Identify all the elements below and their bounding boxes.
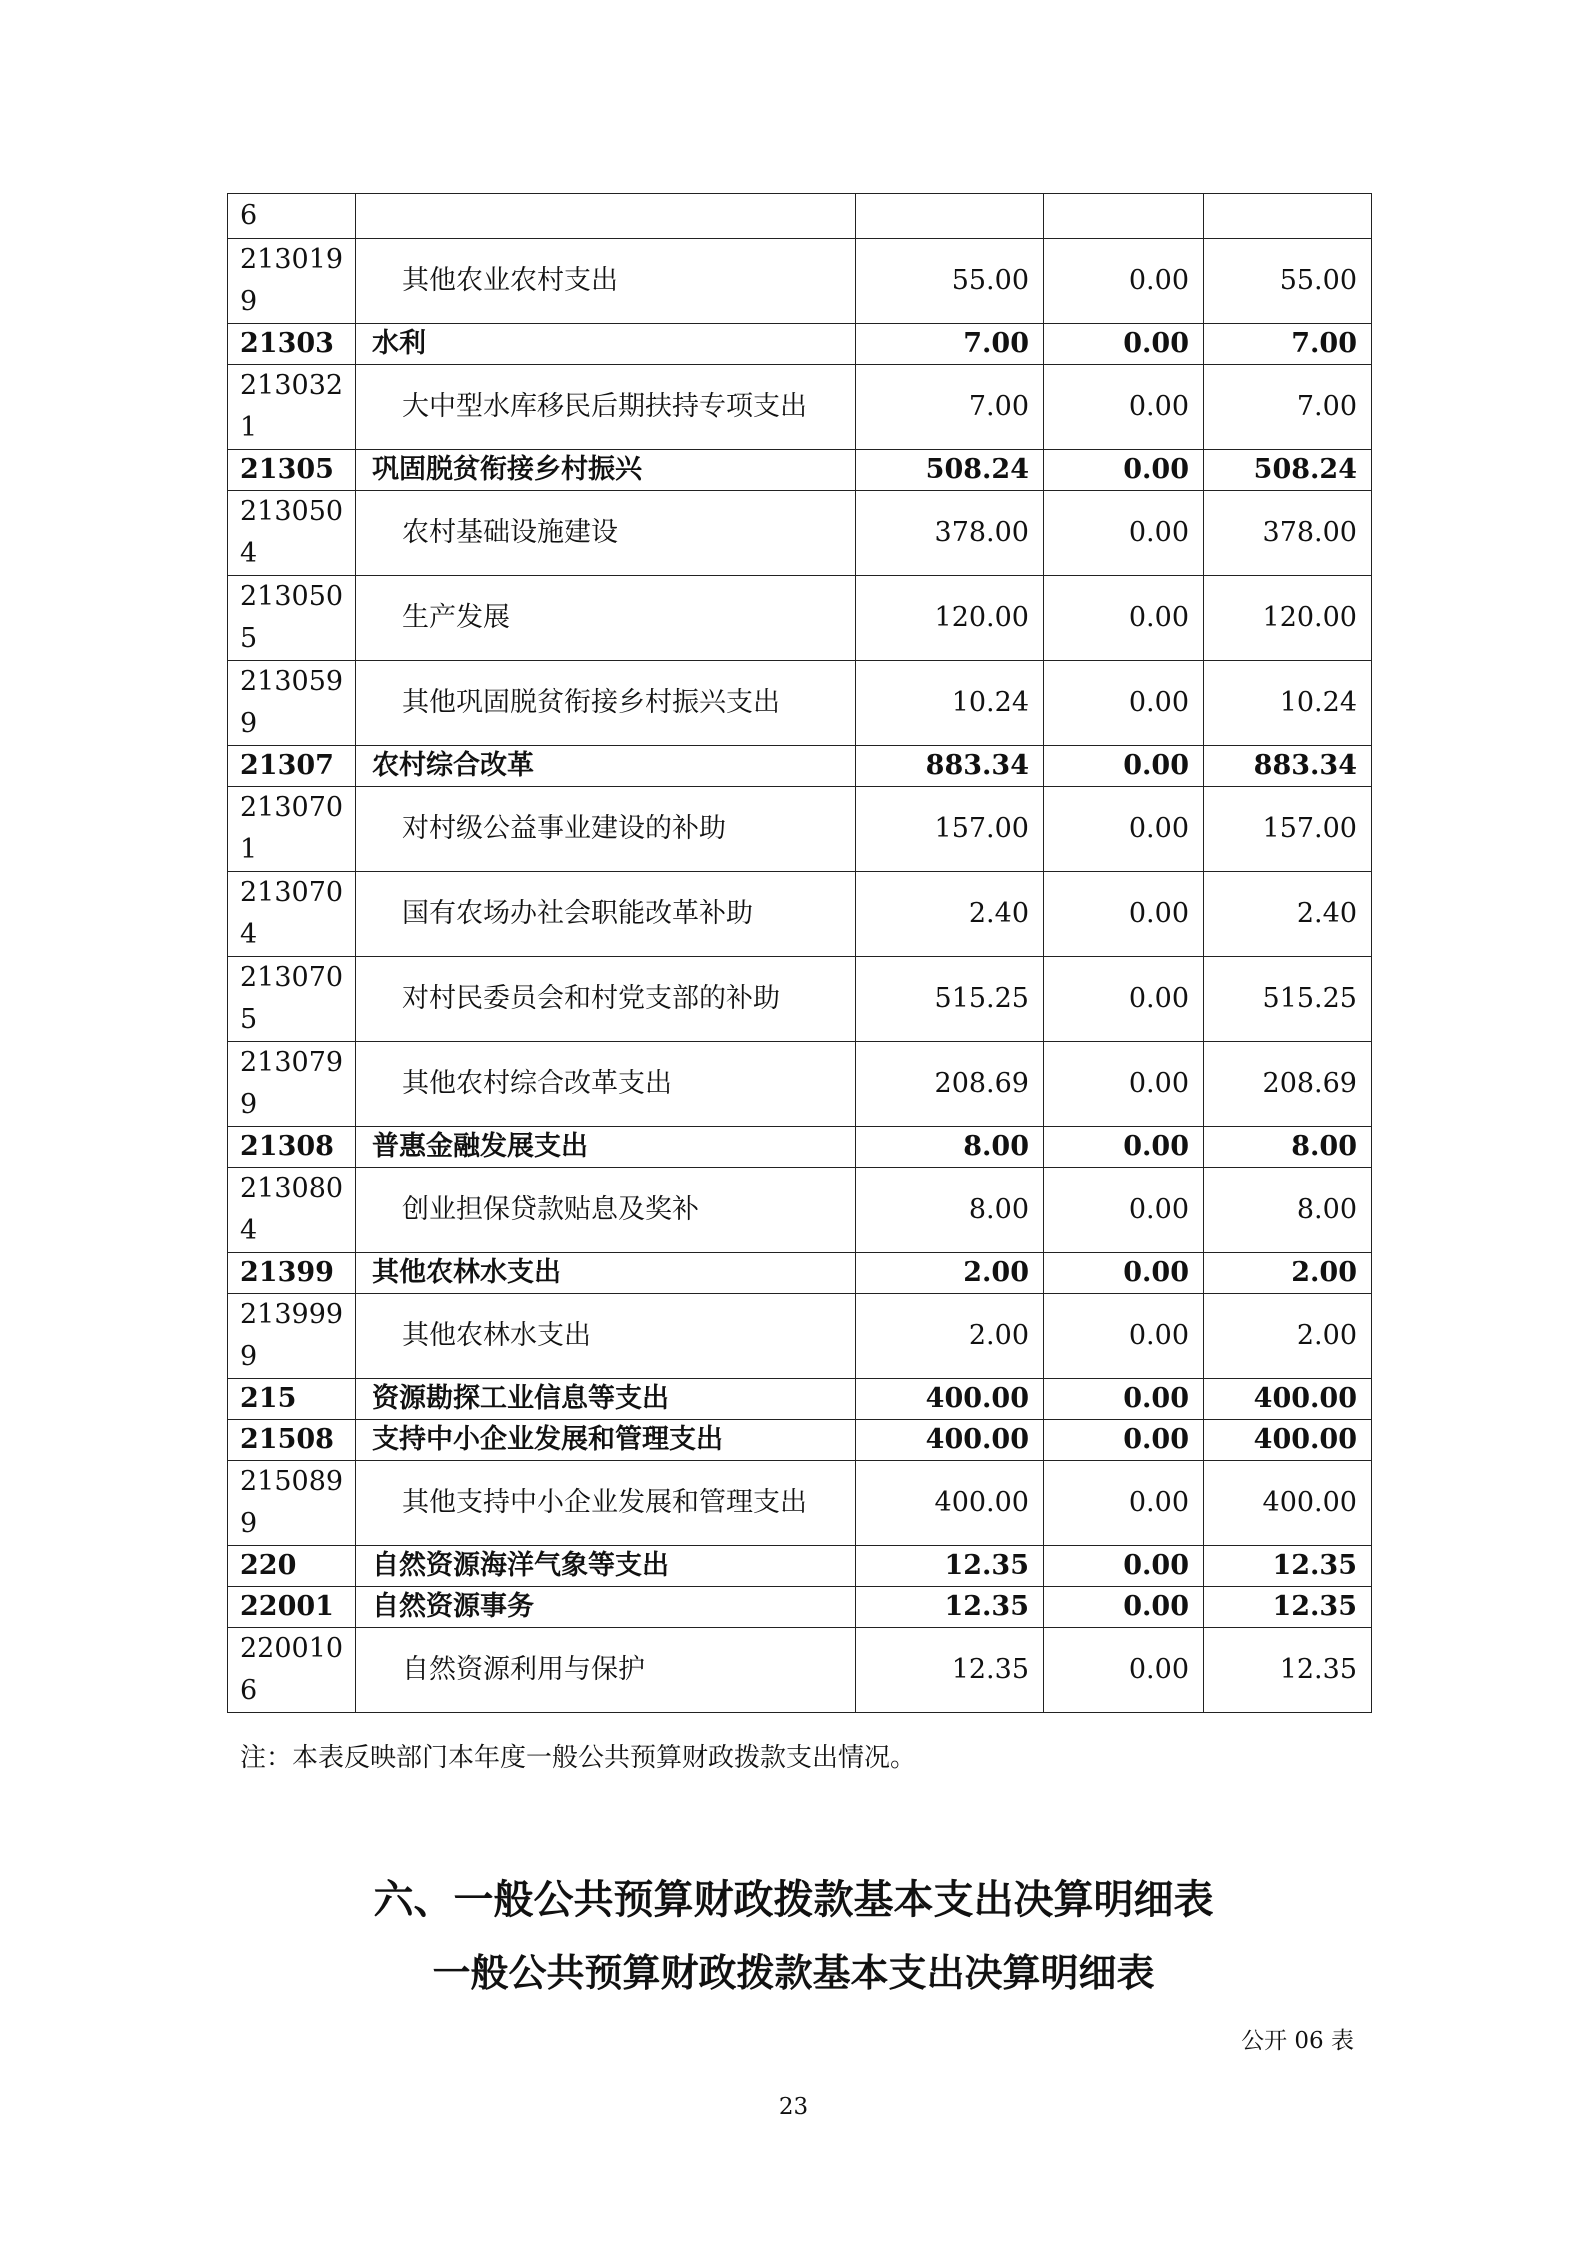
table-row [228,957,1372,1042]
row-name-cell: 其他农村综合改革支出 [356,1042,856,1127]
row-amount-project-cell: 2.00 [1204,1253,1372,1294]
row-amount-project-cell [1204,194,1372,239]
row-amount-project-cell: 12.35 [1204,1587,1372,1628]
row-code-cell: 213050 4 [228,491,356,576]
row-amount-project-cell: 400.00 [1204,1420,1372,1461]
row-amount-basic-cell: 0.00 [1044,1546,1204,1587]
row-code-cell: 213059 9 [228,661,356,746]
row-name-cell: 支持中小企业发展和管理支出 [356,1420,856,1461]
row-amount-basic-cell: 0.00 [1044,1379,1204,1420]
row-amount-total-cell: 7.00 [856,324,1044,365]
row-name-cell: 创业担保贷款贴息及奖补 [356,1168,856,1253]
row-name-cell: 资源勘探工业信息等支出 [356,1379,856,1420]
table-title: 一般公共预算财政拨款基本支出决算明细表 [432,1951,1155,1995]
row-amount-total-cell: 515.25 [856,957,1044,1042]
row-amount-total-cell: 400.00 [856,1379,1044,1420]
table-row [228,1546,1372,1587]
row-name-cell: 国有农场办社会职能改革补助 [356,872,856,957]
row-amount-project-cell: 508.24 [1204,450,1372,491]
row-code-cell: 21307 [228,746,356,787]
row-amount-basic-cell: 0.00 [1044,239,1204,324]
row-amount-project-cell: 12.35 [1204,1628,1372,1713]
row-amount-total-cell: 55.00 [856,239,1044,324]
row-amount-total-cell: 2.40 [856,872,1044,957]
table-row [228,450,1372,491]
row-amount-project-cell: 378.00 [1204,491,1372,576]
table-number: 公开 06 表 [1241,2028,1354,2054]
row-amount-project-cell: 55.00 [1204,239,1372,324]
row-amount-project-cell: 8.00 [1204,1127,1372,1168]
row-code-cell: 213070 5 [228,957,356,1042]
table-body [228,194,1372,1713]
row-name-cell: 自然资源海洋气象等支出 [356,1546,856,1587]
row-code-cell: 21308 [228,1127,356,1168]
row-amount-total-cell: 400.00 [856,1461,1044,1546]
row-amount-total-cell: 400.00 [856,1420,1044,1461]
table-row [228,1042,1372,1127]
row-amount-basic-cell: 0.00 [1044,1294,1204,1379]
table-row [228,365,1372,450]
row-amount-total-cell: 120.00 [856,576,1044,661]
table-row [228,1127,1372,1168]
row-code-cell: 213050 5 [228,576,356,661]
table-row [228,194,1372,239]
row-amount-basic-cell: 0.00 [1044,1587,1204,1628]
row-amount-total-cell: 2.00 [856,1253,1044,1294]
row-amount-project-cell: 120.00 [1204,576,1372,661]
row-amount-total-cell: 8.00 [856,1168,1044,1253]
table-row [228,746,1372,787]
row-amount-basic-cell: 0.00 [1044,324,1204,365]
row-amount-project-cell: 208.69 [1204,1042,1372,1127]
row-amount-total-cell: 8.00 [856,1127,1044,1168]
table-row [228,1628,1372,1713]
row-name-cell: 普惠金融发展支出 [356,1127,856,1168]
row-name-cell: 对村民委员会和村党支部的补助 [356,957,856,1042]
row-name-cell: 其他巩固脱贫衔接乡村振兴支出 [356,661,856,746]
table-note: 注：本表反映部门本年度一般公共预算财政拨款支出情况。 [240,1743,917,1773]
row-code-cell: 213070 1 [228,787,356,872]
table-row [228,1587,1372,1628]
row-name-cell: 其他农林水支出 [356,1253,856,1294]
row-name-cell: 生产发展 [356,576,856,661]
table-row [228,872,1372,957]
row-amount-project-cell: 12.35 [1204,1546,1372,1587]
row-name-cell: 大中型水库移民后期扶持专项支出 [356,365,856,450]
row-amount-basic-cell: 0.00 [1044,787,1204,872]
row-code-cell: 220 [228,1546,356,1587]
row-amount-project-cell: 400.00 [1204,1379,1372,1420]
row-amount-project-cell: 883.34 [1204,746,1372,787]
row-name-cell: 其他支持中小企业发展和管理支出 [356,1461,856,1546]
table-row [228,324,1372,365]
row-amount-basic-cell: 0.00 [1044,1420,1204,1461]
row-amount-basic-cell: 0.00 [1044,661,1204,746]
row-name-cell: 其他农业农村支出 [356,239,856,324]
row-name-cell: 自然资源事务 [356,1587,856,1628]
row-amount-total-cell: 208.69 [856,1042,1044,1127]
row-amount-basic-cell: 0.00 [1044,746,1204,787]
row-amount-basic-cell: 0.00 [1044,872,1204,957]
row-amount-project-cell: 515.25 [1204,957,1372,1042]
row-name-cell: 农村基础设施建设 [356,491,856,576]
row-name-cell: 水利 [356,324,856,365]
row-amount-total-cell: 12.35 [856,1587,1044,1628]
row-code-cell: 213070 4 [228,872,356,957]
table-row [228,1253,1372,1294]
row-code-cell: 213999 9 [228,1294,356,1379]
row-amount-project-cell: 2.40 [1204,872,1372,957]
row-code-cell: 21399 [228,1253,356,1294]
section-title: 六、一般公共预算财政拨款基本支出决算明细表 [373,1877,1214,1923]
row-code-cell: 213080 4 [228,1168,356,1253]
table-row [228,1420,1372,1461]
page-number: 23 [778,2094,809,2120]
row-amount-basic-cell: 0.00 [1044,1253,1204,1294]
row-amount-total-cell: 10.24 [856,661,1044,746]
row-amount-total-cell: 508.24 [856,450,1044,491]
row-code-cell: 21508 [228,1420,356,1461]
table-row [228,661,1372,746]
row-amount-total-cell: 157.00 [856,787,1044,872]
row-name-cell: 其他农林水支出 [356,1294,856,1379]
row-code-cell: 220010 6 [228,1628,356,1713]
row-amount-basic-cell: 0.00 [1044,1461,1204,1546]
row-code-cell: 213079 9 [228,1042,356,1127]
table-row [228,1461,1372,1546]
row-code-cell: 215 [228,1379,356,1420]
row-amount-project-cell: 8.00 [1204,1168,1372,1253]
table-row [228,1379,1372,1420]
row-amount-total-cell: 2.00 [856,1294,1044,1379]
row-amount-project-cell: 7.00 [1204,324,1372,365]
row-code-cell: 21303 [228,324,356,365]
table-row [228,1294,1372,1379]
table-row [228,576,1372,661]
expenditure-table [227,193,1372,1713]
row-amount-total-cell [856,194,1044,239]
row-name-cell: 自然资源利用与保护 [356,1628,856,1713]
row-name-cell: 对村级公益事业建设的补助 [356,787,856,872]
row-amount-total-cell: 378.00 [856,491,1044,576]
row-amount-total-cell: 12.35 [856,1546,1044,1587]
row-name-cell: 农村综合改革 [356,746,856,787]
row-amount-project-cell: 400.00 [1204,1461,1372,1546]
row-amount-basic-cell: 0.00 [1044,365,1204,450]
table-row [228,491,1372,576]
row-amount-total-cell: 7.00 [856,365,1044,450]
row-code-cell: 21305 [228,450,356,491]
row-amount-basic-cell: 0.00 [1044,1042,1204,1127]
row-amount-basic-cell: 0.00 [1044,450,1204,491]
row-code-cell: 213032 1 [228,365,356,450]
row-name-cell: 巩固脱贫衔接乡村振兴 [356,450,856,491]
table-row [228,1168,1372,1253]
row-amount-project-cell: 2.00 [1204,1294,1372,1379]
table-row [228,239,1372,324]
row-code-cell: 215089 9 [228,1461,356,1546]
row-code-cell: 22001 [228,1587,356,1628]
row-amount-basic-cell: 0.00 [1044,1127,1204,1168]
row-amount-basic-cell: 0.00 [1044,1168,1204,1253]
row-name-cell [356,194,856,239]
row-amount-basic-cell: 0.00 [1044,957,1204,1042]
row-amount-total-cell: 883.34 [856,746,1044,787]
row-code-cell: 6 [228,194,356,239]
expenditure-table-container [227,193,1371,1713]
row-amount-basic-cell: 0.00 [1044,1628,1204,1713]
row-amount-basic-cell: 0.00 [1044,491,1204,576]
table-row [228,787,1372,872]
row-amount-basic-cell [1044,194,1204,239]
row-code-cell: 213019 9 [228,239,356,324]
row-amount-total-cell: 12.35 [856,1628,1044,1713]
row-amount-project-cell: 157.00 [1204,787,1372,872]
row-amount-basic-cell: 0.00 [1044,576,1204,661]
row-amount-project-cell: 10.24 [1204,661,1372,746]
row-amount-project-cell: 7.00 [1204,365,1372,450]
